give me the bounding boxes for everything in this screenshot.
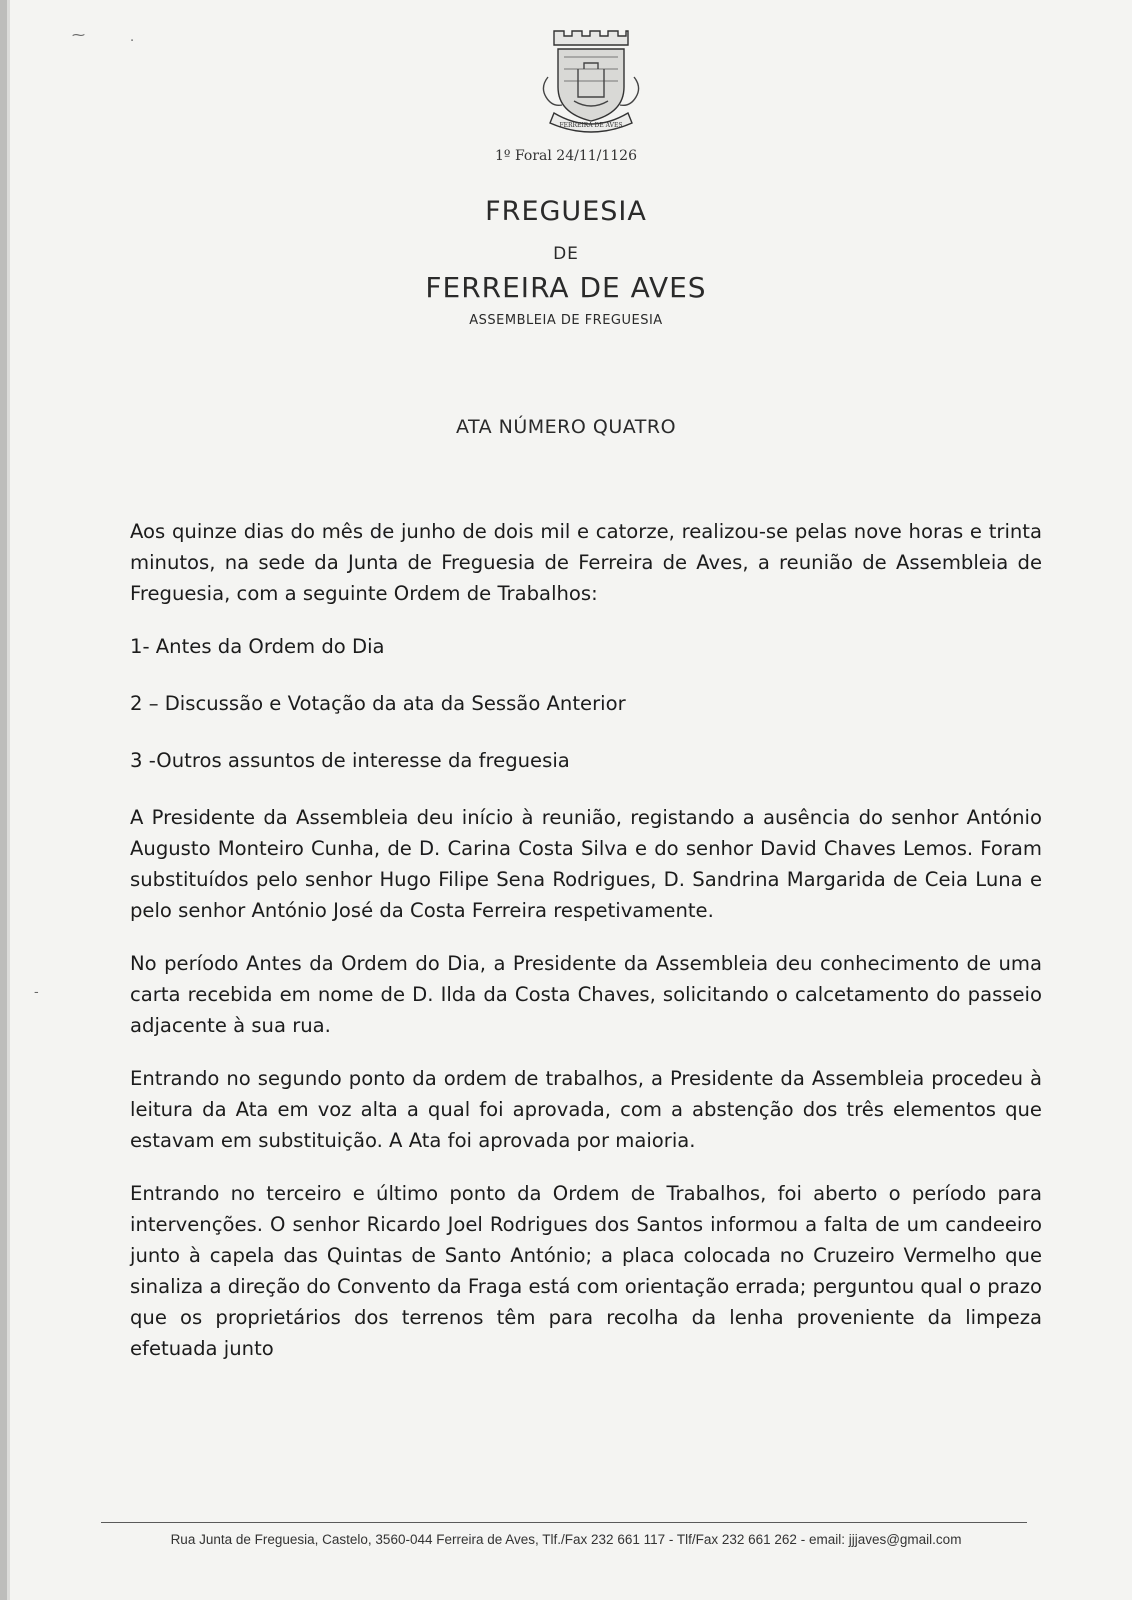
- footer-address-text: Rua Junta de Freguesia, Castelo, 3560-044 Ferreira de Aves, Tlf./Fax 232 661 117 - Tlf/Fax 232 661 262 - email: jjjaves@gmail.com: [170, 1532, 962, 1547]
- parish-title-de: DE: [553, 244, 579, 264]
- scan-speck: ⁓: [72, 28, 85, 43]
- coat-of-arms-crest: [536, 25, 646, 137]
- scan-edge: [0, 0, 7, 1600]
- footer-divider: [101, 1522, 1027, 1523]
- minutes-heading: ATA NÚMERO QUATRO: [455, 416, 677, 438]
- parish-title: FREGUESIA: [485, 196, 647, 227]
- foral-date: 1º Foral 24/11/1126: [495, 148, 637, 164]
- assembly-subtitle: ASSEMBLEIA DE FREGUESIA: [469, 313, 663, 328]
- agenda-item-3: 3 -Outros assuntos de interesse da freguesia: [130, 749, 570, 772]
- scan-speck: -: [34, 985, 39, 1000]
- svg-text:FERREIRA DE AVES: FERREIRA DE AVES: [559, 122, 623, 129]
- paragraph-second-point: Entrando no segundo ponto da ordem de trabalhos, a Presidente da Assembleia procedeu à leitura da Ata em voz alta a qual foi aprovada, com a abstenção dos três elementos que estavam em substituição. A Ata foi aprovada por maioria.: [130, 1067, 1042, 1152]
- agenda-item-1: 1- Antes da Ordem do Dia: [130, 635, 385, 658]
- scan-speck: ·: [130, 34, 135, 49]
- paragraph-third-point: Entrando no terceiro e último ponto da Ordem de Trabalhos, foi aberto o período para intervenções. O senhor Ricardo Joel Rodrigues dos Santos informou a falta de um candeeiro junto à capela das Quintas de Santo António; a placa colocada no Cruzeiro Vermelho que sinaliza a direção do Convento da Fraga está com orientação errada; perguntou qual o prazo que os proprietários dos terrenos têm para recolha da lenha proveniente da limpeza efetuada junto: [130, 1182, 1042, 1360]
- minutes-body: [130, 516, 1042, 1386]
- paragraph-attendance: A Presidente da Assembleia deu início à reunião, registando a ausência do senhor António Augusto Monteiro Cunha, de D. Carina Costa Silva e do senhor David Chaves Lemos. Foram substituídos pelo senhor Hugo Filipe Sena Rodrigues, D. Sandrina Margarida de Ceia Luna e pelo senhor António José da Costa Ferreira respetivamente.: [130, 806, 1042, 922]
- parish-name: FERREIRA DE AVES: [425, 271, 707, 304]
- footer-address: [0, 1532, 1132, 1547]
- scan-edge-inner: [7, 0, 10, 1600]
- paragraph-before-agenda: No período Antes da Ordem do Dia, a Presidente da Assembleia deu conhecimento de uma carta recebida em nome de D. Ilda da Costa Chaves, solicitando o calcetamento do passeio adjacente à sua rua.: [130, 952, 1042, 1037]
- agenda-item-2: 2 – Discussão e Votação da ata da Sessão Anterior: [130, 692, 626, 715]
- paragraph-intro: Aos quinze dias do mês de junho de dois mil e catorze, realizou-se pelas nove horas e trinta minutos, na sede da Junta de Freguesia de Ferreira de Aves, a reunião de Assembleia de Freguesia, com a seguinte Ordem de Trabalhos:: [130, 520, 1042, 605]
